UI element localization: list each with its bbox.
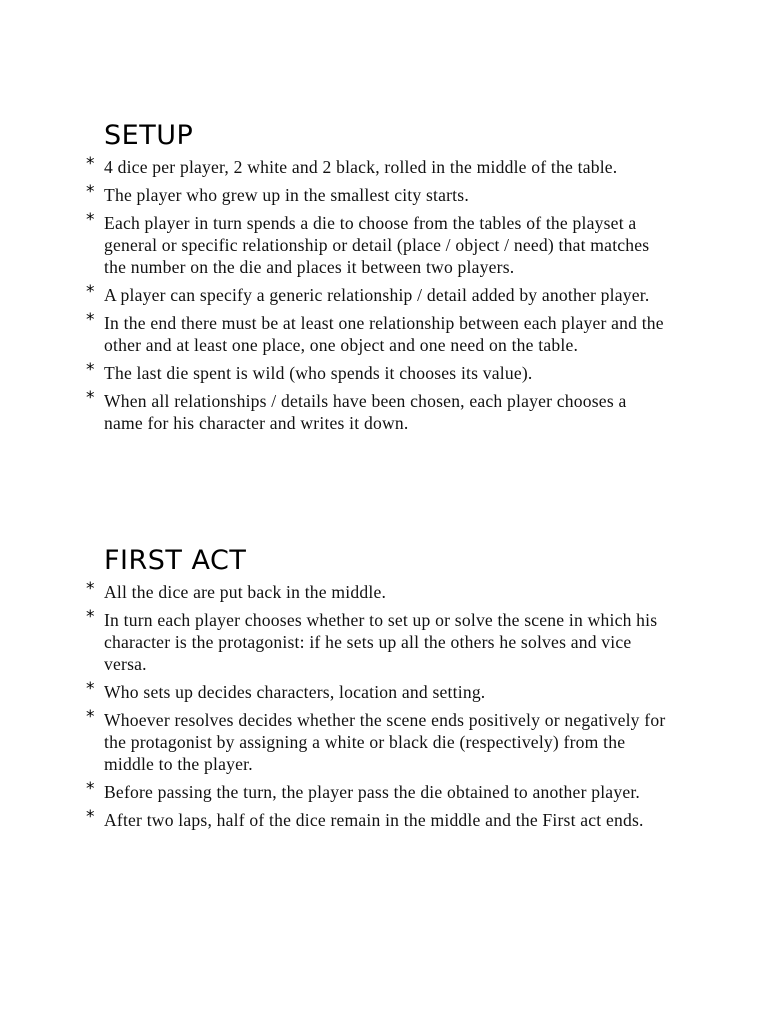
first-act-rules-list	[0, 581, 768, 831]
asterisk-bullet-icon: *	[86, 182, 95, 202]
asterisk-bullet-icon: *	[86, 707, 95, 727]
asterisk-bullet-icon: *	[86, 154, 95, 174]
list-item-text: Each player in turn spends a die to choose from the tables of the playset a general or specific relationship or detail (place / object / need) that matches the number on the die and places it between two players.	[104, 213, 650, 277]
list-item-text: In turn each player chooses whether to set up or solve the scene in which his character is the protagonist: if he sets up all the others he solves and vice versa.	[104, 610, 658, 674]
asterisk-bullet-icon: *	[86, 310, 95, 330]
list-item-text: 4 dice per player, 2 white and 2 black, rolled in the middle of the table.	[104, 157, 618, 177]
list-item	[0, 284, 768, 306]
section-heading-first-act: FIRST ACT	[104, 545, 247, 576]
asterisk-bullet-icon: *	[86, 807, 95, 827]
section-setup	[0, 118, 768, 440]
list-item-text: Who sets up decides characters, location and setting.	[104, 682, 486, 702]
list-item	[0, 390, 768, 434]
asterisk-bullet-icon: *	[86, 210, 95, 230]
list-item	[0, 581, 768, 603]
list-item-text: All the dice are put back in the middle.	[104, 582, 387, 602]
list-item-text: After two laps, half of the dice remain in the middle and the First act ends.	[104, 810, 644, 830]
section-first-act	[0, 543, 768, 837]
section-heading-setup: SETUP	[104, 120, 194, 151]
list-item-text: Before passing the turn, the player pass the die obtained to another player.	[104, 782, 641, 802]
asterisk-bullet-icon: *	[86, 579, 95, 599]
list-item	[0, 681, 768, 703]
list-item	[0, 312, 768, 356]
list-item-text: Whoever resolves decides whether the scene ends positively or negatively for the protagonist by assigning a white or black die (respectively) from the middle to the player.	[104, 710, 666, 774]
list-item-text: The last die spent is wild (who spends it chooses its value).	[104, 363, 533, 383]
setup-rules-list	[0, 156, 768, 434]
asterisk-bullet-icon: *	[86, 282, 95, 302]
list-item	[0, 184, 768, 206]
list-item	[0, 781, 768, 803]
list-item-text: In the end there must be at least one relationship between each player and the other and at least one place, one object and one need on the table.	[104, 313, 664, 355]
asterisk-bullet-icon: *	[86, 360, 95, 380]
list-item	[0, 212, 768, 278]
asterisk-bullet-icon: *	[86, 679, 95, 699]
list-item	[0, 809, 768, 831]
list-item-text: When all relationships / details have been chosen, each player chooses a name for his character and writes it down.	[104, 391, 627, 433]
asterisk-bullet-icon: *	[86, 607, 95, 627]
asterisk-bullet-icon: *	[86, 388, 95, 408]
asterisk-bullet-icon: *	[86, 779, 95, 799]
list-item	[0, 609, 768, 675]
list-item	[0, 709, 768, 775]
list-item	[0, 362, 768, 384]
list-item-text: The player who grew up in the smallest city starts.	[104, 185, 469, 205]
list-item	[0, 156, 768, 178]
list-item-text: A player can specify a generic relationship / detail added by another player.	[104, 285, 650, 305]
